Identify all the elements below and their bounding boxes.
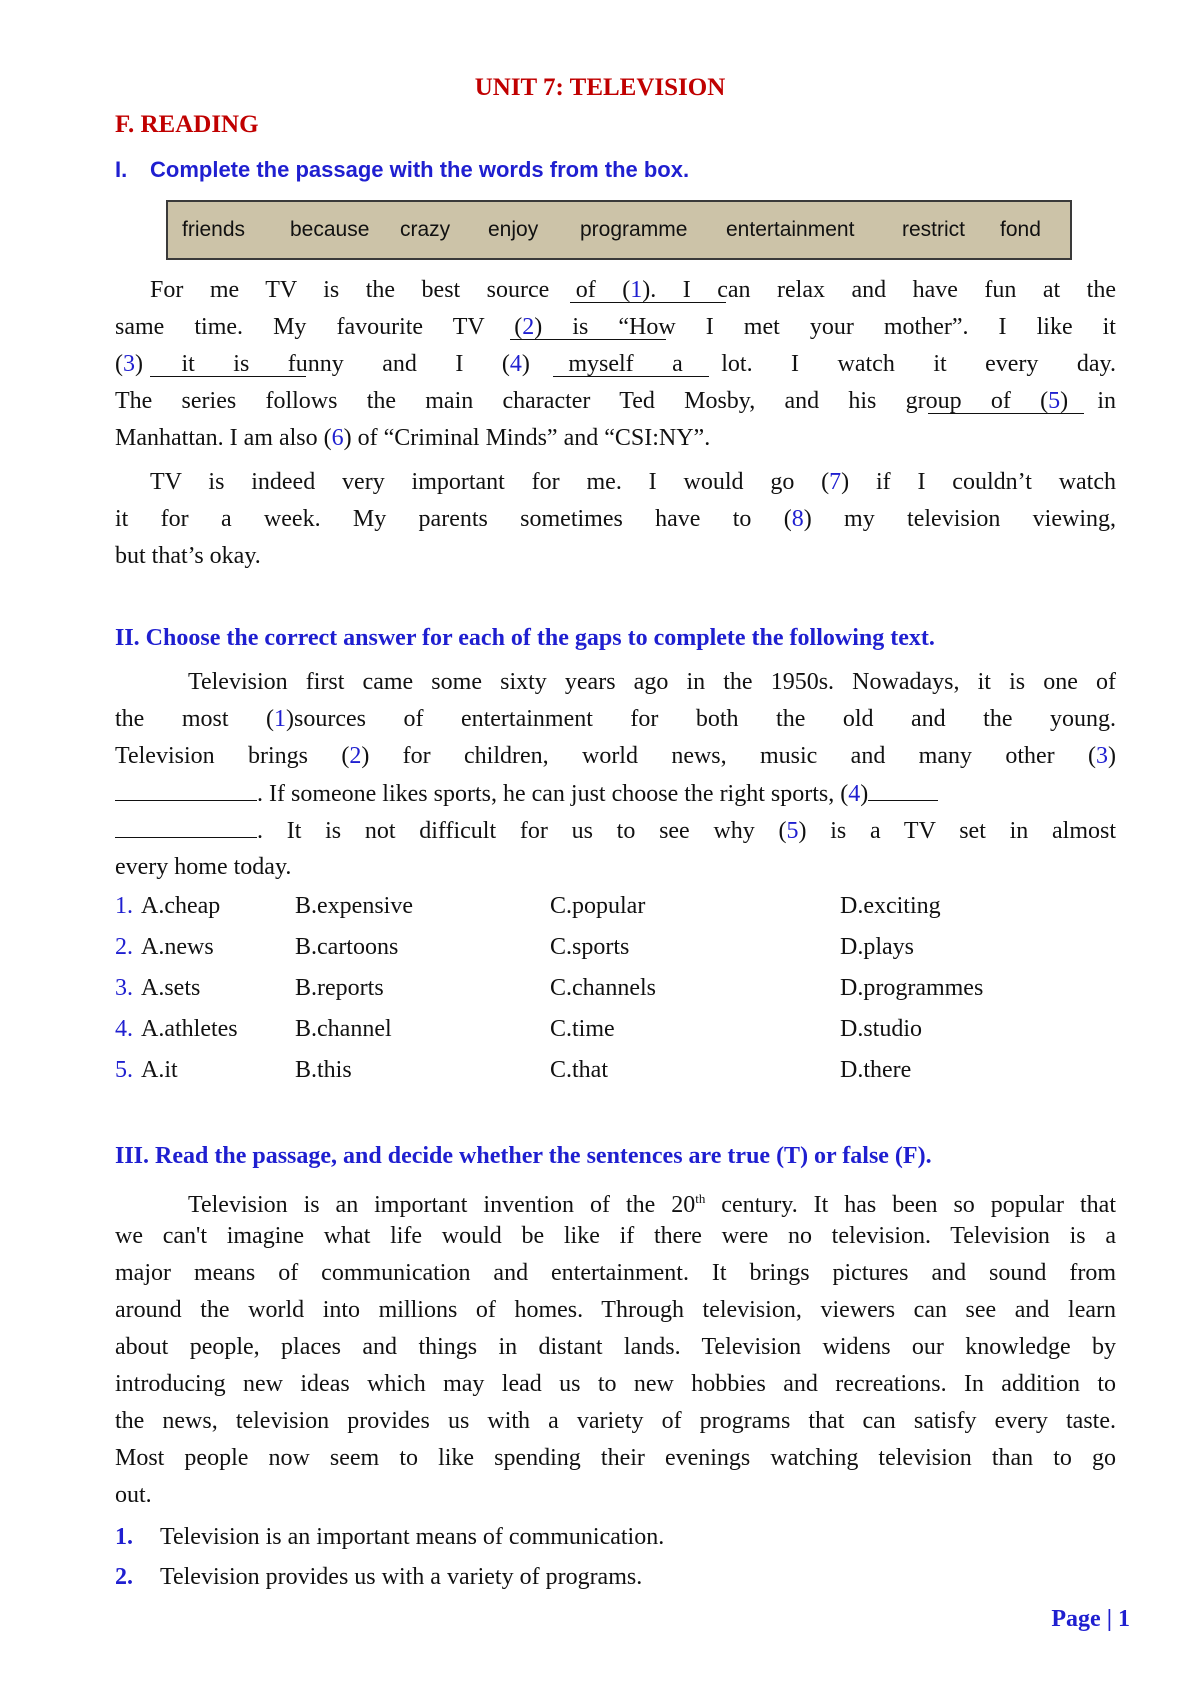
- blank-gap-1[interactable]: [570, 280, 726, 303]
- mcq-row: [115, 1016, 923, 1043]
- statement-text: Television provides us with a variety of programs.: [160, 1564, 643, 1590]
- part2-line: Television brings (2) for children, world news, music and many other (3): [115, 743, 1117, 769]
- statement-row: [115, 1562, 643, 1592]
- part3-line: about people, places and things in distant lands. Television widens our knowledge by: [115, 1334, 1116, 1360]
- blank-gap-5[interactable]: [928, 391, 1084, 414]
- part2-line: every home today.: [115, 854, 292, 880]
- part3-heading: III. Read the passage, and decide whether the sentences are true (T) or false (F).: [115, 1143, 932, 1169]
- option-d[interactable]: D.studio: [840, 1016, 923, 1042]
- part1-line: it for a week. My parents sometimes have to (8) my television viewing,: [115, 506, 1117, 532]
- gap-number: 2: [349, 743, 362, 769]
- option-b[interactable]: B.cartoons: [295, 934, 399, 960]
- option-c[interactable]: C.sports: [550, 934, 630, 960]
- part3-line: Television is an important invention of the 20th century. It has been so popular that: [188, 1191, 1116, 1218]
- gap-number: 5: [786, 818, 799, 844]
- question-number: 1.: [115, 893, 133, 919]
- option-a[interactable]: A.it: [141, 1057, 178, 1083]
- gap-number: 2: [522, 314, 535, 340]
- part3-line: around the world into millions of homes. Through television, viewers can see and learn: [115, 1297, 1116, 1323]
- statement-number: 2.: [115, 1564, 133, 1590]
- part3-line: Most people now seem to like spending their evenings watching television than to go: [115, 1445, 1116, 1471]
- blank-gap-2[interactable]: [510, 317, 666, 340]
- part2-heading: II. Choose the correct answer for each of the gaps to complete the following text.: [115, 625, 935, 651]
- option-b[interactable]: B.expensive: [295, 893, 413, 919]
- gap-number: 4: [848, 781, 861, 807]
- part2-line: . It is not difficult for us to see why (5) is a TV set in almost: [115, 815, 1116, 846]
- mcq-row: [115, 1057, 912, 1084]
- statement-text: Television is an important means of communication.: [160, 1524, 665, 1550]
- question-number: 5.: [115, 1057, 133, 1083]
- question-number: 3.: [115, 975, 133, 1001]
- word-box-item: friends: [182, 218, 246, 241]
- statement-row: [115, 1522, 665, 1552]
- option-d[interactable]: D.plays: [840, 934, 914, 960]
- statement-number: 1.: [115, 1524, 133, 1550]
- word-box-item: fond: [1000, 218, 1041, 241]
- gap-number: 8: [791, 506, 804, 532]
- mcq-row: [115, 975, 984, 1002]
- word-box: [166, 200, 1072, 260]
- mcq-row: [115, 893, 941, 920]
- part1-line: but that’s okay.: [115, 543, 261, 569]
- option-a[interactable]: A.athletes: [141, 1016, 238, 1042]
- part1-line: TV is indeed very important for me. I would go (7) if I couldn’t watch: [150, 469, 1116, 495]
- part3-line: major means of communication and entertainment. It brings pictures and sound from: [115, 1260, 1116, 1286]
- word-box-item: entertainment: [726, 218, 855, 241]
- option-a[interactable]: A.sets: [141, 975, 201, 1001]
- word-box-item: enjoy: [488, 218, 539, 241]
- word-box-item: because: [290, 218, 370, 241]
- part3-line: introducing new ideas which may lead us to new hobbies and recreations. In addition to: [115, 1371, 1116, 1397]
- part3-line: we can't imagine what life would be like if there were no television. Television is a: [115, 1223, 1116, 1249]
- option-c[interactable]: C.channels: [550, 975, 656, 1001]
- part1-line: same time. My favourite TV (2) is “How I met your mother”. I like it: [115, 314, 1116, 340]
- question-number: 4.: [115, 1016, 133, 1042]
- mcq-row: [115, 934, 914, 961]
- part1-line: For me TV is the best source of (1). I can relax and have fun at the: [150, 277, 1116, 303]
- gap-number: 4: [509, 351, 522, 377]
- blank-gap[interactable]: [115, 778, 257, 801]
- gap-number: 1: [630, 277, 643, 303]
- word-box-item: crazy: [400, 218, 451, 241]
- part1-heading: Complete the passage with the words from the box.: [150, 157, 690, 182]
- word-box-item: programme: [580, 218, 688, 241]
- option-d[interactable]: D.exciting: [840, 893, 941, 919]
- option-c[interactable]: C.that: [550, 1057, 608, 1083]
- option-a[interactable]: A.news: [141, 934, 214, 960]
- option-d[interactable]: D.there: [840, 1057, 912, 1083]
- part1-line: The series follows the main character Ted Mosby, and his group of (5) in: [115, 388, 1116, 414]
- option-b[interactable]: B.this: [295, 1057, 352, 1083]
- section-f-heading: F. READING: [115, 111, 259, 138]
- blank-gap[interactable]: [868, 778, 938, 801]
- part1-heading-number: I.: [115, 157, 128, 182]
- gap-number: 3: [123, 351, 135, 377]
- option-c[interactable]: C.popular: [550, 893, 646, 919]
- part2-line: the most (1)sources of entertainment for both the old and the young.: [115, 706, 1117, 732]
- blank-gap[interactable]: [115, 815, 257, 838]
- part3-line: out.: [115, 1482, 152, 1508]
- option-c[interactable]: C.time: [550, 1016, 615, 1042]
- blank-gap-3[interactable]: [150, 354, 306, 377]
- gap-number: 6: [331, 425, 344, 451]
- option-a[interactable]: A.cheap: [141, 893, 221, 919]
- gap-number: 5: [1048, 388, 1061, 414]
- gap-number: 7: [829, 469, 842, 495]
- page-number: Page | 1: [1051, 1606, 1130, 1632]
- blank-gap-4[interactable]: [553, 354, 709, 377]
- word-box-item: restrict: [902, 218, 965, 241]
- gap-number: 3: [1096, 743, 1109, 769]
- unit-title: UNIT 7: TELEVISION: [474, 74, 726, 101]
- part2-line: Television first came some sixty years ago in the 1950s. Nowadays, it is one of: [188, 669, 1116, 695]
- option-b[interactable]: B.channel: [295, 1016, 392, 1042]
- gap-number: 1: [274, 706, 286, 732]
- question-number: 2.: [115, 934, 133, 960]
- option-b[interactable]: B.reports: [295, 975, 384, 1001]
- part3-line: the news, television provides us with a variety of programs that can satisfy every taste.: [115, 1408, 1116, 1434]
- option-d[interactable]: D.programmes: [840, 975, 984, 1001]
- part2-line: . If someone likes sports, he can just choose the right sports, (4): [115, 778, 938, 809]
- part1-line: Manhattan. I am also (6) of “Criminal Minds” and “CSI:NY”.: [115, 425, 711, 451]
- part1-line: (3) it is funny and I (4) myself a lot. I watch it every day.: [115, 351, 1116, 377]
